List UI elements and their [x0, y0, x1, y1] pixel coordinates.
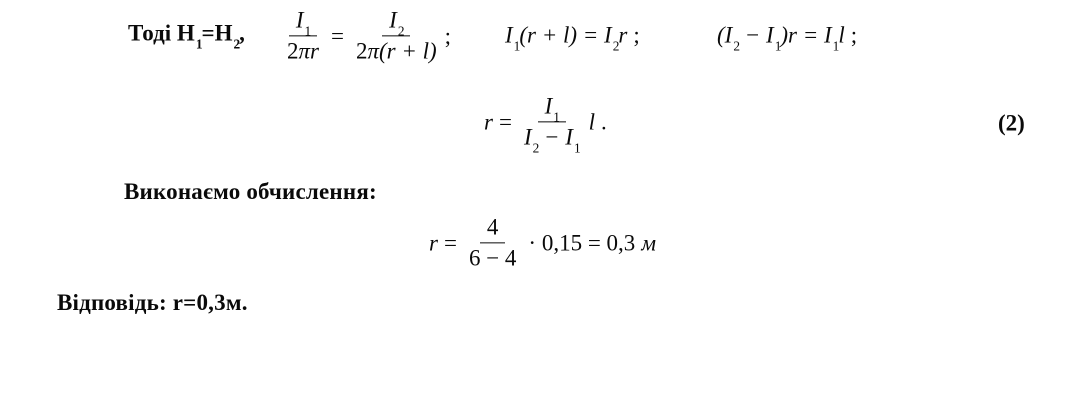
fraction-numerator	[382, 8, 410, 36]
var-r: r	[618, 22, 628, 48]
equation-result	[484, 93, 607, 156]
var-I: I	[523, 124, 532, 150]
subscript: 1	[774, 37, 782, 53]
var-2pi-r-plus-l: π(r + l)	[367, 38, 437, 64]
semicolon: ;	[850, 22, 858, 48]
answer-statement	[57, 290, 248, 316]
intro-text	[128, 20, 245, 51]
semicolon: ;	[444, 23, 452, 49]
equation-field-ratio	[283, 8, 451, 63]
var-r: r	[484, 109, 493, 135]
var-l: l	[588, 109, 596, 135]
math-run	[484, 109, 512, 134]
var-2pir: πr	[298, 38, 319, 64]
subscript: 1	[195, 35, 203, 51]
subscript: 2	[733, 37, 740, 53]
math-run	[717, 22, 858, 53]
multiplication-result: · 0,15 = 0,3	[528, 230, 636, 256]
subscript: 1	[573, 140, 581, 156]
intro-pre: Тоді Н	[128, 20, 195, 46]
equals-sign: =	[330, 23, 344, 49]
fraction	[520, 93, 584, 156]
expr-r-plus-l: (r + l) = I	[519, 22, 612, 48]
equation-cross-mult	[505, 22, 640, 53]
math-run	[589, 109, 607, 134]
subscript: 1	[553, 108, 560, 124]
var-I: I	[505, 22, 513, 48]
calculation-heading-text: Виконаємо обчислення:	[124, 179, 377, 204]
intro-mid: =Н	[201, 20, 233, 46]
var-I: I	[544, 93, 553, 119]
minus-I: − I	[739, 22, 774, 48]
fraction-numerator	[289, 8, 317, 36]
subscript: 2	[233, 35, 241, 51]
math-run	[505, 22, 640, 53]
subscript: 2	[532, 140, 540, 156]
calculation-formula	[429, 215, 656, 270]
fraction	[283, 8, 323, 63]
fraction	[352, 8, 441, 63]
fraction-numerator	[480, 215, 506, 243]
semicolon: ;	[633, 22, 640, 48]
subscript: 1	[832, 37, 840, 53]
subscript: 1	[304, 22, 312, 38]
math-run	[528, 230, 656, 255]
equation-number-text: (2)	[998, 110, 1025, 136]
subscript: 1	[513, 37, 521, 53]
coefficient: 2	[287, 38, 299, 64]
math-run	[429, 230, 457, 255]
var-I: I	[295, 7, 304, 33]
unit-meters: м	[641, 230, 656, 256]
fraction-denominator	[352, 37, 441, 64]
fraction-denominator	[520, 123, 584, 156]
fraction-numerator	[538, 94, 566, 122]
answer-text: Відповідь: r=0,3м.	[57, 290, 248, 315]
equation-number	[998, 110, 1025, 135]
equation-rearranged	[717, 22, 858, 53]
coefficient: 2	[355, 38, 368, 64]
intro-comma: ,	[239, 20, 245, 46]
open-paren-I: (I	[717, 22, 733, 48]
fraction-denominator	[465, 244, 520, 271]
minus-I: − I	[538, 124, 573, 150]
equals-sign: =	[498, 109, 512, 135]
var-I: I	[389, 7, 397, 33]
var-l: l	[838, 22, 845, 48]
subscript: 2	[397, 22, 405, 38]
equals-sign: =	[443, 230, 457, 256]
close-paren-r-equals-I: )r = I	[780, 22, 832, 48]
subscript: 2	[612, 37, 620, 53]
period: .	[601, 109, 607, 135]
number-4: 4	[486, 214, 499, 240]
fraction	[465, 215, 520, 270]
number-6-minus-4: 6 − 4	[468, 245, 517, 271]
var-r: r	[429, 230, 438, 256]
fraction-denominator	[283, 37, 323, 64]
intro-statement	[128, 20, 245, 51]
calculation-heading	[124, 179, 377, 205]
